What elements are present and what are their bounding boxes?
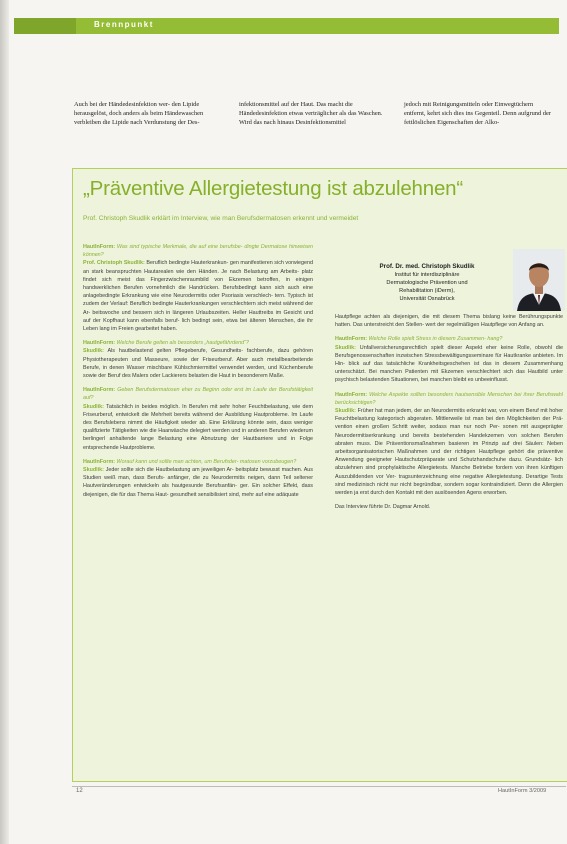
page-number: 12	[76, 788, 83, 794]
article-headline: „Präventive Allergietestung ist abzulehnen“	[83, 177, 463, 200]
qa-block: HautInForm: Welche Berufe gelten als besonders „hautgefährdend“? Skudlik: Als hautbelastend gelten Pflegeberufe, Gesundheits- fachberufe, dazu gehören Physiotherapeuten und Masseure, sowie der Friseurberuf. Aber auch metallbearbeitende Berufe, in denen Wasser mischbare Kühlschmiermittel verwendet werden, und Küchenberufe sowie der Beruf des Malers oder Lackierers belasten die Haut in besonderem Maße.	[83, 340, 313, 380]
footer-rule	[72, 786, 566, 787]
portrait-image	[513, 249, 565, 311]
qa-block: HautInForm: Welche Rolle spielt Stress in diesem Zusammen- hang? Skudlik: Unfallversicherungsrechtlich spielt dieser Aspekt eher keine Rolle, obwohl die Berufsgenossenschaften inzwischen Stressbewältigungsseminare für Hautkranke anbieten. Im Hin- blick auf das tatsächliche Krankheitsgeschehen ist das in diesem Zusammenhang unterschätzt. Bei manchen Patienten mit Ekzemen verschlechtert sich das Hautbild unter psychisch belastenden Situationen, bei manchen bleibt es unbeeinflusst.	[335, 336, 563, 384]
banner-accent	[14, 18, 76, 34]
left-column	[83, 243, 313, 505]
qa-block: HautInForm: Geben Berufsdermatosen eher zu Beginn oder erst im Laufe der Berufstätigkeit auf? Skudlik: Tatsächlich in beides möglich. In Berufen mit sehr hoher Feuchtbelastung, wie dem Friseurberuf, entwickelt die Mehrheit bereits während der Ausbildung Hautprobleme. Im Laufe des Berufslebens nimmt die Häufigkeit wieder ab. Eine Erklärung könnte sein, dass weniger qualifizierte Tätigkeiten wie die Haarwäsche delegiert werden und in anderen Berufen wiederum berlingerl anhaltende lange Belastung eine Abnutzung der Hautbarriere und in Folge entsprechende Hautprobleme.	[83, 387, 313, 451]
right-column	[335, 313, 563, 517]
intro-column-3: jedoch mit Reinigungsmitteln oder Einwegtüchern entfernt, kehrt sich dies ins Gegenteil. Denn aufgrund der fettlöslichen Eigenschaften der Alko-	[404, 101, 551, 126]
section-title: Brennpunkt	[94, 20, 154, 29]
section-banner	[14, 18, 559, 34]
expert-name: Prof. Dr. med. Christoph Skudlik	[379, 263, 475, 270]
expert-caption: Prof. Dr. med. Christoph Skudlik Institut für interdisziplinäre Dermatologische Prävention und Rehabilitation (iDerm), Universität Osnabrück	[343, 263, 511, 303]
magazine-issue: HautInForm 3/2009	[498, 788, 547, 794]
right-intro: Hautpflege achten als diejenigen, die mit diesem Thema bislang keine Berührungspunkte hatten. Das unterstreicht den Stellen- wert der regelmäßigen Hautpflege von Anfang an.	[335, 314, 563, 329]
interview-credit: Das Interview führte Dr. Dagmar Arnold.	[335, 504, 431, 511]
intro-column-2: infektionsmittel auf der Haut. Das macht die Händedesinfektion etwas verträglicher als das Waschen. Wird das nach hinaus Desinfektionsmittel	[239, 101, 383, 126]
qa-block: HautInForm: Welche Aspekte sollten besonders hautsensible Menschen bei ihrer Berufswahl berücksichtigen? Skudlik: Früher hat man jedem, der an Neurodermitis erkrankt war, von einem Beruf mit hoher Feuchtbelastung kategorisch abgeraten. Mittlerweile ist man bei den Möglichkeiten der Prä- vention einen großen Schritt weiter, sodass man nur noch Per- sonen mit ausgeprägter Neurodermitiserkrankung und bereits bestehenden Handekzemen von solchen Berufen abraten muss. Die Präventionsmaßnahmen basieren im Prinzip auf drei Säulen: Neben arbeitsorganisatorischen Maßnahmen und der richtigen Hautpflege gehört die präventive Anwendung geeigneter Hautschutzpräparate und Schutzhandschuhe dazu. Grundsätz- lich abzulehnen sind prophylaktische Allergietests. Manche Betriebe fordern von ihren künftigen Auszubildenden vor Ver- tragsunterzeichnung eine negative Allergietestung. Derartige Tests sind medizinisch nicht nur nicht begründbar, sondern sogar kontraindiziert. Denn die Allergien werden ja erst durch den Kontakt mit den auslösenden Agens erworben.	[335, 391, 564, 497]
intro-column-1: Auch bei der Händedesinfektion wer- den Lipide herausgelöst, doch anders als beim Händewaschen verbleiben die Lipide nach Verdunstung der Des-	[74, 101, 204, 126]
binding-shadow	[0, 0, 9, 844]
qa-block: HautInForm: Was sind typische Merkmale, die auf eine berufsbe- dingte Dermatose hinweisen können? Prof. Christoph Skudlik: Beruflich bedingte Hauterkrankun- gen manifestieren sich vorwiegend an stark beanspruchten Hautarealen wie den Händen. Je nach Belastung am Arbeits- platz findet sich meist das Fingerzwischenraumbild von Ekzemen betroffen, in einigen handwerklichen Berufen vornehmlich die Handrücken. Berufsbedingt kann sich auch eine anlagebedingte Erkrankung wie eine Neurodermitis oder Psoriasis verschlech- tern. Typisch ist zudem der Verlauf: Beruflich bedingte Hauterkrankungen verschlechtern sich meist während der Ar- beitswoche und bessern sich in längeren Urlaubszeiten. Heller Hauttreibs im Gesicht und auf der Kopfhaut kann ebenfalls beruf- lich bedingt sein, etwa bei älteren Menschen, die ihr Leben lang im Freien gearbeitet haben.	[83, 244, 314, 333]
article-subtitle: Prof. Christoph Skudlik erklärt im Interview, wie man Berufsdermatosen erkennt und vermeidet	[83, 215, 359, 222]
qa-block: HautInForm: Worauf kann und sollte man achten, um Berufsder- matosen vorzubeugen? Skudlik: Jeder sollte sich die Hautbelastung am jeweiligen Ar- beitsplatz bewusst machen. Aus Studien weiß man, dass Berufs- anfänger, die zu Neurodermitis neigen, dann Teil seltener Hautveränderungen entwickeln als hautgesunde Berufsanfän- ger. Ein solcher Effekt, dass diejenigen, die für das Thema Haut- gesundheit sensibilisiert sind, mehr auf eine adäquate	[83, 458, 313, 498]
expert-photo	[513, 249, 565, 311]
interview-box	[72, 168, 567, 782]
